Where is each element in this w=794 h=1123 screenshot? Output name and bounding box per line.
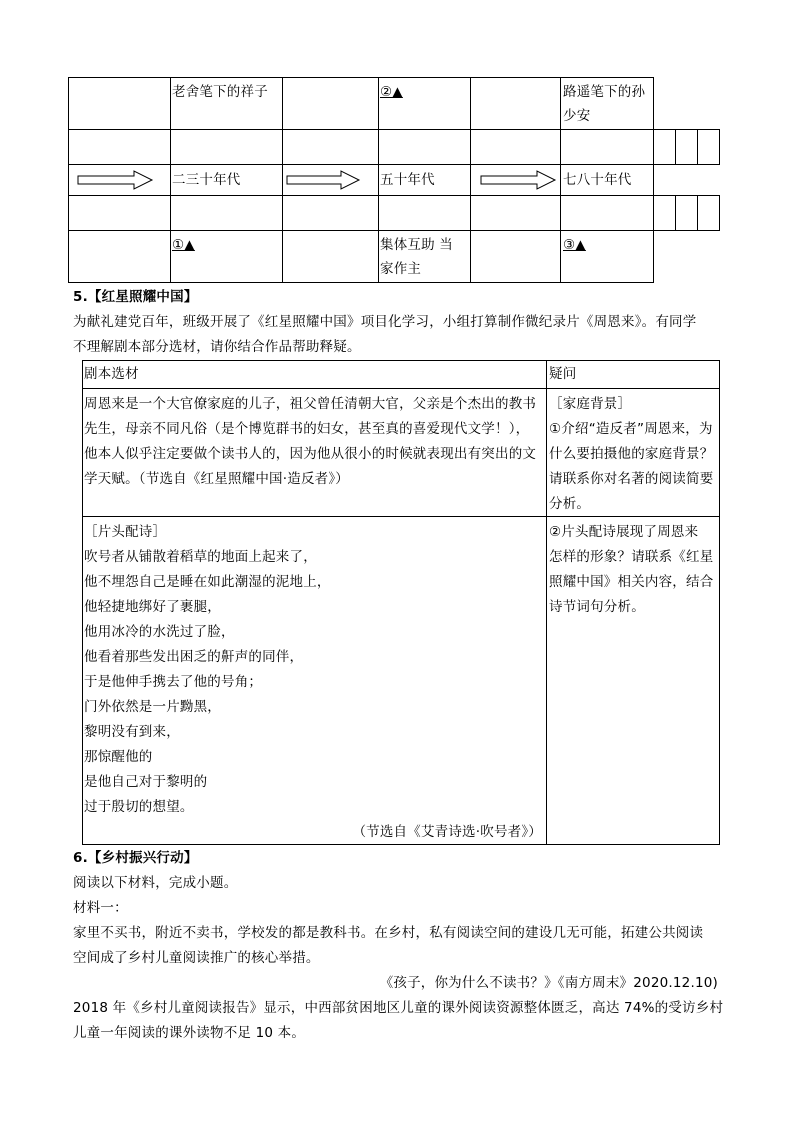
poem-line: 他不埋怨自己是睡在如此潮湿的泥地上， <box>84 574 331 590</box>
material-label: 材料一： <box>73 900 128 916</box>
table-cell <box>697 129 720 165</box>
table-cell <box>68 195 171 231</box>
table-cell <box>282 195 379 231</box>
blank-2-answer: ②▲ <box>380 84 403 100</box>
poem-line: 他轻捷地绑好了裹腿， <box>84 599 221 615</box>
poem-line: 门外依然是一片黝黑， <box>84 699 221 715</box>
poem-line: 过于殷切的想望。 <box>84 799 194 815</box>
right-arrow-icon <box>285 170 365 190</box>
question-line: 怎样的形象？请联系《红星 <box>549 549 714 565</box>
poem-line: 那惊醒他的 <box>84 749 153 765</box>
table-cell <box>470 129 561 165</box>
q6-instruction: 阅读以下材料，完成小题。 <box>73 875 238 891</box>
material1-line1: 家里不买书，附近不卖书，学校发的都是教科书。在乡村，私有阅读空间的建设几无可能，拓建公共阅读 <box>73 925 704 941</box>
question-line: 什么要拍摄他的家庭背景？ <box>549 446 714 462</box>
table-cell <box>68 129 171 165</box>
table-cell <box>282 230 379 283</box>
table-cell <box>378 129 471 165</box>
right-arrow-icon <box>479 170 559 190</box>
question-line: 诗节词句分析。 <box>549 599 645 615</box>
table-cell <box>470 195 561 231</box>
poem-line: 于是他伸手携去了他的号角； <box>84 674 263 690</box>
question-line: ①介绍“造反者”周恩来，为 <box>549 421 713 437</box>
excerpt-line: 周恩来是一个大官僚家庭的儿子，祖父曾任清朝大官，父亲是个杰出的教书 <box>84 396 537 412</box>
table-cell <box>560 195 654 231</box>
excerpt-line: 先生，母亲不同凡俗（是个博览群书的妇女，甚至真的喜爱现代文学！）， <box>84 421 530 437</box>
poem-line: 黎明没有到来， <box>84 724 180 740</box>
table-cell <box>470 230 561 283</box>
question-line: 分析。 <box>549 496 591 512</box>
question-line: 照耀中国》相关内容，结合 <box>549 574 714 590</box>
table-header-left: 剧本选材 <box>84 366 139 382</box>
table-col3-label: 路遥笔下的孙 <box>563 84 646 100</box>
table-cell <box>282 77 379 130</box>
poem-line: 他看着那些发出困乏的鼾声的同伴， <box>84 649 304 665</box>
q5-title: 5.【红星照耀中国】 <box>73 289 198 305</box>
poem-line: 他用冰冷的水洗过了脸， <box>84 624 235 640</box>
poem-source: （节选自《艾青诗选·吹号者》） <box>352 824 542 840</box>
material1-source: 《孩子，你为什么不读书？》《南方周末》2020.12.10) <box>379 975 718 991</box>
right-arrow-icon <box>76 170 156 190</box>
table-cell <box>170 195 283 231</box>
table-cell <box>378 195 471 231</box>
table-cell <box>282 129 379 165</box>
question-line: 请联系你对名著的阅读简要 <box>549 471 714 487</box>
table-item2-line1: 集体互助 当 <box>380 237 453 253</box>
excerpt-line: 他本人似乎注定要做个读书人的，因为他从很小的时候就表现出有突出的文 <box>84 446 537 462</box>
poem-line: 是他自己对于黎明的 <box>84 774 208 790</box>
table-cell <box>653 195 676 231</box>
table-cell <box>675 195 698 231</box>
blank-3-answer: ③▲ <box>563 237 586 253</box>
poem-line: 吹号者从铺散着稻草的地面上起来了， <box>84 549 317 565</box>
q5-intro-line2: 不理解剧本部分选材，请你结合作品帮助释疑。 <box>73 339 361 355</box>
table-header-right: 疑问 <box>549 366 577 382</box>
table-col3-label-cont: 少安 <box>563 108 591 124</box>
table-cell <box>697 195 720 231</box>
table-cell <box>68 230 171 283</box>
table-cell <box>470 77 561 130</box>
poem-line: ［片头配诗］ <box>84 524 167 540</box>
question-line: ②片头配诗展现了周恩来 <box>549 524 699 540</box>
table-cell <box>170 129 283 165</box>
table-cell <box>68 77 171 130</box>
material2-line1: 2018 年《乡村儿童阅读报告》显示，中西部贫困地区儿童的课外阅读资源整体匮乏，高达 74%的受访乡村 <box>73 1000 724 1016</box>
q6-title: 6.【乡村振兴行动】 <box>73 850 198 866</box>
table-col1-label: 老舍笔下的祥子 <box>172 84 268 100</box>
era-label-1: 二三十年代 <box>172 172 241 188</box>
material1-line2: 空间成了乡村儿童阅读推广的核心举措。 <box>73 950 320 966</box>
q5-intro-line1: 为献礼建党百年，班级开展了《红星照耀中国》项目化学习，小组打算制作微纪录片《周恩来》。有同学 <box>73 314 697 330</box>
table-header-cell <box>82 360 547 389</box>
era-label-2: 五十年代 <box>380 172 435 188</box>
question-line: ［家庭背景］ <box>549 396 632 412</box>
table-cell <box>560 129 654 165</box>
excerpt-line: 学天赋。（节选自《红星照耀中国·造反者》） <box>84 471 349 487</box>
table-cell <box>675 129 698 165</box>
table-cell <box>653 129 676 165</box>
blank-1-answer: ①▲ <box>172 237 195 253</box>
material2-line2: 儿童一年阅读的课外读物不足 10 本。 <box>73 1025 306 1041</box>
table-item2-line2: 家作主 <box>380 261 422 277</box>
era-label-3: 七八十年代 <box>563 172 632 188</box>
